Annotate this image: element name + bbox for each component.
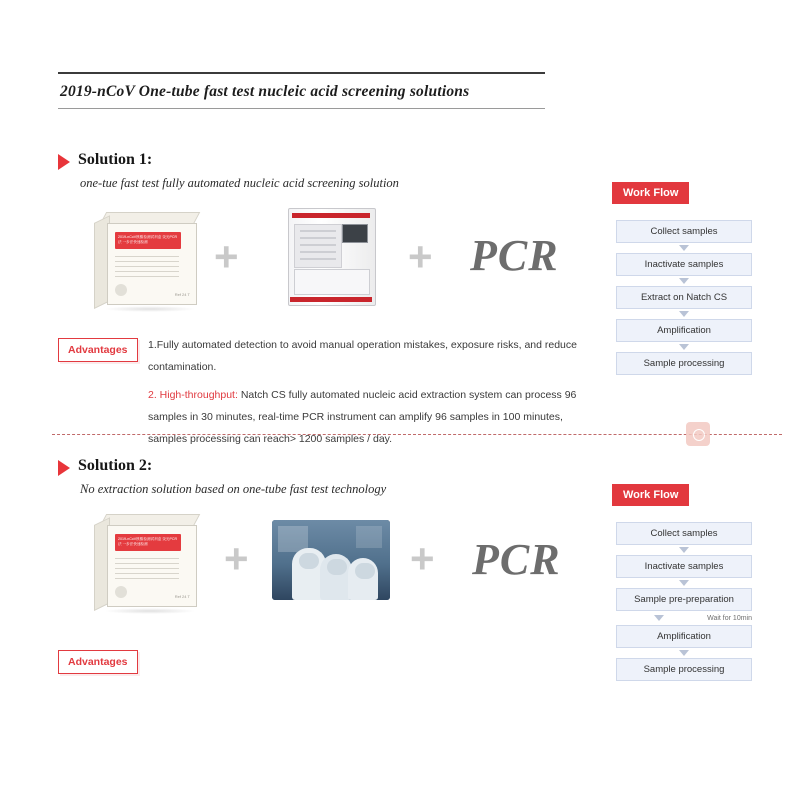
solution1-subheading: one-tue fast test fully automated nucleic acid screening solution (80, 176, 399, 190)
pcr-label-2: PCR (472, 535, 561, 584)
advantage-item-2-rest: Natch CS fully automated nucleic acid extraction system can process 96 samples in 30 minutes, real-time PCR instrument can amplify 96 samples in 100 minutes, samples processing can reach> 1200 samples / day. (148, 389, 577, 445)
watermark-badge-icon (686, 422, 710, 446)
workflow-list-2 (616, 522, 752, 681)
solution1-advantages-text (148, 334, 598, 456)
workflow-header-1: Work Flow (612, 182, 689, 204)
lab-workers-photo (272, 520, 390, 600)
workflow-step: Amplification (616, 625, 752, 648)
workflow-arrow-icon (679, 650, 689, 656)
workflow-arrow-icon (679, 344, 689, 350)
kit-box-logo (115, 586, 127, 598)
kit-box-shadow (104, 608, 196, 614)
workflow-step: Collect samples (616, 522, 752, 545)
photo-worker-figure (348, 558, 378, 600)
workflow-arrow-icon (654, 615, 664, 621)
instrument-control-panel (294, 224, 342, 268)
photo-window-right (356, 526, 382, 548)
triangle-bullet-icon (58, 154, 70, 170)
solution1-heading-row (58, 150, 152, 170)
kit-box-text-lines (115, 256, 179, 281)
kit-box-front-face (107, 525, 197, 607)
kit-box-barcode-text: Ref 24 T (174, 594, 190, 599)
product-kit-box-2 (94, 514, 202, 610)
workflow-step: Inactivate samples (616, 253, 752, 276)
plus-sign-2b: + (410, 535, 435, 582)
advantage-item-1: 1.Fully automated detection to avoid manual operation mistakes, exposure risks, and reduce contamination. (148, 339, 577, 373)
natch-cs-instrument-image (288, 208, 374, 304)
workflow-step: Sample processing (616, 352, 752, 375)
workflow-step: Sample pre-preparation (616, 588, 752, 611)
section-divider (52, 434, 782, 435)
workflow-list-1 (616, 220, 752, 375)
workflow-arrow-icon (679, 580, 689, 586)
workflow-arrow-icon (679, 278, 689, 284)
kit-box-label-text: 2019-nCoV核酸检测试剂盒 荧光PCR法 一步法快速检测 (118, 235, 178, 245)
kit-box-label (115, 232, 181, 249)
kit-box-logo (115, 284, 127, 296)
advantages-tag-1: Advantages (58, 338, 138, 362)
triangle-bullet-icon (58, 460, 70, 476)
title-rule-bottom (58, 108, 545, 109)
pcr-label-1: PCR (470, 231, 559, 280)
document-title-block (58, 72, 548, 109)
instrument-door (294, 269, 370, 295)
instrument-base (290, 297, 372, 302)
plus-sign-1b: + (408, 233, 433, 280)
advantage-item-2-highlight: 2. High-throughput: (148, 389, 238, 401)
instrument-screen (342, 224, 368, 243)
kit-box-label-text: 2019-nCoV核酸检测试剂盒 荧光PCR法 一步法快速检测 (118, 537, 178, 547)
kit-box-label (115, 534, 181, 551)
kit-box-text-lines (115, 558, 179, 583)
workflow-arrow-icon (679, 547, 689, 553)
workflow-step: Inactivate samples (616, 555, 752, 578)
workflow-arrow-icon (679, 245, 689, 251)
kit-box-shadow (104, 306, 196, 312)
workflow-step-note: Wait for 10min (707, 614, 752, 622)
workflow-step: Sample processing (616, 658, 752, 681)
plus-sign-2a: + (224, 535, 249, 582)
product-kit-box-1 (94, 212, 202, 308)
solution2-heading-row (58, 456, 152, 476)
workflow-arrow-with-note (616, 613, 752, 623)
workflow-header-2: Work Flow (612, 484, 689, 506)
workflow-step: Extract on Natch CS (616, 286, 752, 309)
advantage-item-2 (148, 384, 598, 450)
page-title: 2019-nCoV One-tube fast test nucleic acid screening solutions (60, 83, 470, 100)
solution1-heading: Solution 1: (78, 151, 153, 168)
workflow-step: Collect samples (616, 220, 752, 243)
workflow-arrow-icon (679, 311, 689, 317)
instrument-top-bar (292, 213, 370, 218)
advantages-tag-2: Advantages (58, 650, 138, 674)
solution2-subheading: No extraction solution based on one-tube fast test technology (80, 482, 387, 496)
solution2-heading: Solution 2: (78, 457, 153, 474)
kit-box-front-face (107, 223, 197, 305)
kit-box-barcode-text: Ref 24 T (174, 292, 190, 297)
workflow-step: Amplification (616, 319, 752, 342)
plus-sign-1a: + (214, 233, 239, 280)
